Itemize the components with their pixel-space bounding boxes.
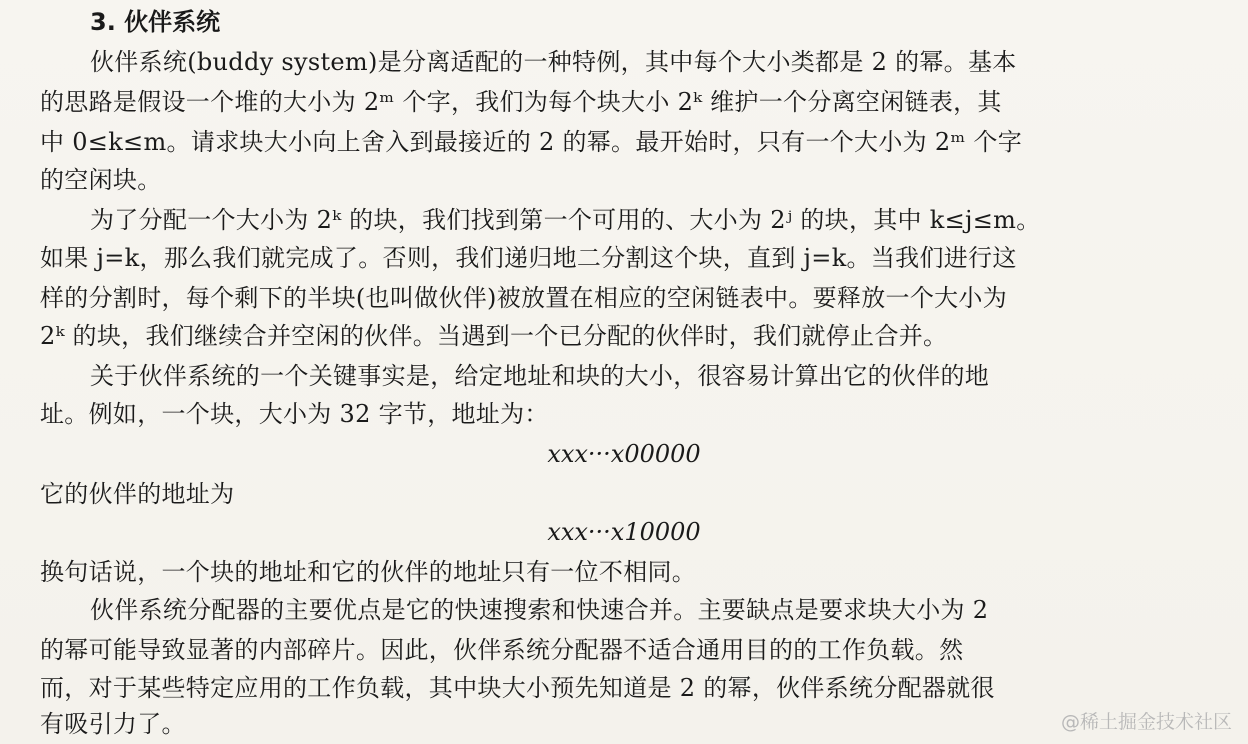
paragraph-4-line-4: 有吸引力了。 — [40, 710, 186, 738]
paragraph-4-line-3: 而，对于某些特定应用的工作负载，其中块大小预先知道是 2 的幂，伙伴系统分配器就很 — [40, 674, 995, 702]
paragraph-1-line-2: 的思路是假设一个堆的大小为 2ᵐ 个字，我们为每个块大小 2ᵏ 维护一个分离空闲链表，其 — [40, 88, 1002, 116]
paragraph-4-line-1: 伙伴系统分配器的主要优点是它的快速搜索和快速合并。主要缺点是要求块大小为 2 — [90, 596, 989, 624]
buddy-address-label: 它的伙伴的地址为 — [40, 480, 235, 508]
address-formula-buddy: xxx···x10000 — [547, 518, 701, 546]
paragraph-2-line-2: 如果 j=k，那么我们就完成了。否则，我们递归地二分割这个块，直到 j=k。当我们进行这 — [40, 244, 1017, 272]
watermark-text: @稀土掘金技术社区 — [1060, 711, 1232, 733]
paragraph-2-line-4: 2ᵏ 的块，我们继续合并空闲的伙伴。当遇到一个已分配的伙伴时，我们就停止合并。 — [40, 322, 948, 350]
paragraph-2-line-1: 为了分配一个大小为 2ᵏ 的块，我们找到第一个可用的、大小为 2ʲ 的块，其中 k≤j≤m。 — [90, 206, 1041, 234]
paragraph-3-line-1: 关于伙伴系统的一个关键事实是，给定地址和块的大小，很容易计算出它的伙伴的地 — [90, 362, 990, 390]
paragraph-2-line-3: 样的分割时，每个剩下的半块(也叫做伙伴)被放置在相应的空闲链表中。要释放一个大小为 — [40, 284, 1008, 312]
difference-sentence: 换句话说，一个块的地址和它的伙伴的地址只有一位不相同。 — [40, 558, 697, 586]
paragraph-1-line-1: 伙伴系统(buddy system)是分离适配的一种特例，其中每个大小类都是 2 的幂。基本 — [90, 48, 1017, 76]
paragraph-1-line-4: 的空闲块。 — [40, 166, 162, 194]
paragraph-4-line-2: 的幂可能导致显著的内部碎片。因此，伙伴系统分配器不适合通用目的的工作负载。然 — [40, 636, 964, 664]
section-heading: 3. 伙伴系统 — [90, 8, 221, 36]
address-formula-block: xxx···x00000 — [547, 440, 701, 468]
paragraph-3-line-2: 址。例如，一个块，大小为 32 字节，地址为： — [40, 400, 549, 428]
paragraph-1-line-3: 中 0≤k≤m。请求块大小向上舍入到最接近的 2 的幂。最开始时，只有一个大小为 2ᵐ 个字 — [40, 128, 1022, 156]
